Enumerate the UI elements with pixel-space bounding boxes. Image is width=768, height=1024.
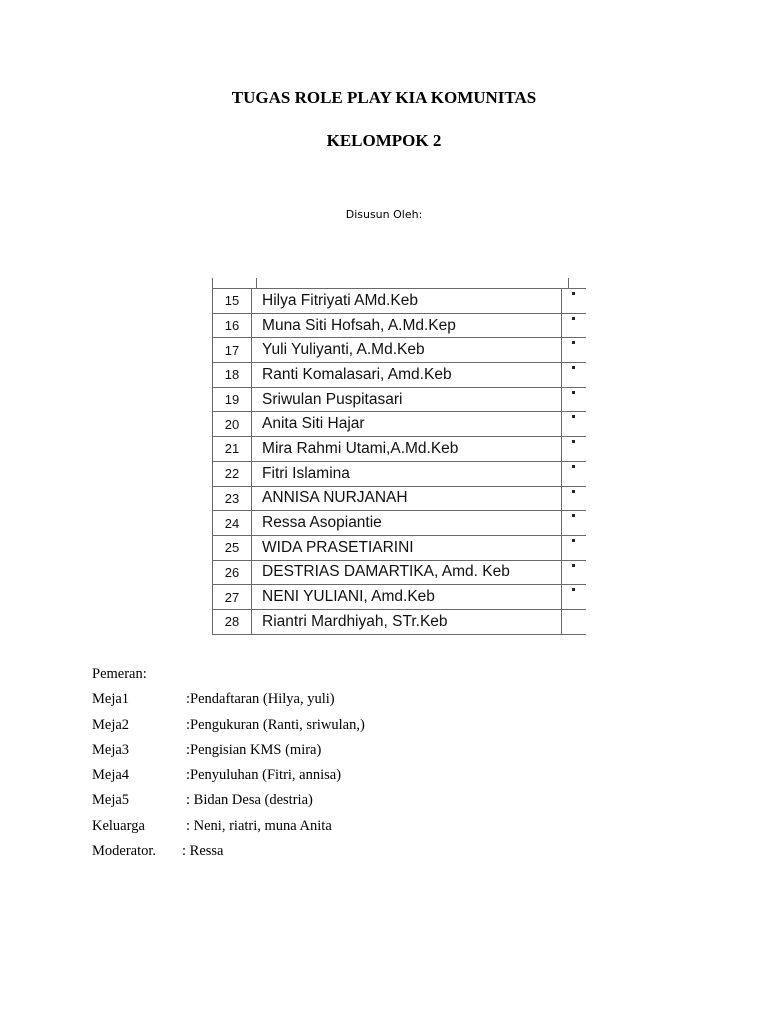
- cropped-column: [562, 338, 586, 363]
- member-number: 15: [213, 289, 252, 314]
- cropped-mark: [572, 440, 575, 443]
- member-name: NENI YULIANI, Amd.Keb: [252, 585, 562, 610]
- member-name: WIDA PRASETIARINI: [252, 535, 562, 560]
- member-table: [212, 288, 586, 635]
- member-number: 23: [213, 486, 252, 511]
- cast-role-value: :Pengukuran (Ranti, sriwulan,): [186, 716, 365, 733]
- member-name: Muna Siti Hofsah, A.Md.Kep: [252, 313, 562, 338]
- member-name: Mira Rahmi Utami,A.Md.Keb: [252, 437, 562, 462]
- cropped-column: [562, 535, 586, 560]
- cropped-mark: [572, 539, 575, 542]
- cropped-mark: [572, 514, 575, 517]
- cropped-column: [562, 461, 586, 486]
- cropped-mark: [572, 415, 575, 418]
- member-name: Fitri Islamina: [252, 461, 562, 486]
- cast-row: [92, 763, 342, 788]
- table-row: [213, 511, 587, 536]
- cropped-column: [562, 609, 586, 634]
- member-table-image: [212, 278, 586, 640]
- table-row: [213, 313, 587, 338]
- member-name: Riantri Mardhiyah, STr.Keb: [252, 609, 562, 634]
- cropped-mark: [572, 564, 575, 567]
- cast-row: [92, 839, 224, 864]
- cropped-column: [562, 313, 586, 338]
- cast-role-label: Keluarga: [92, 817, 145, 834]
- member-name: DESTRIAS DAMARTIKA, Amd. Keb: [252, 560, 562, 585]
- cropped-column: [562, 437, 586, 462]
- cropped-mark: [572, 465, 575, 468]
- member-number: 26: [213, 560, 252, 585]
- cropped-column: [562, 363, 586, 388]
- member-number: 28: [213, 609, 252, 634]
- cast-role-label: Meja1: [92, 691, 130, 708]
- member-number: 22: [213, 461, 252, 486]
- cropped-mark: [572, 366, 575, 369]
- member-number: 18: [213, 363, 252, 388]
- cast-section: [92, 662, 365, 864]
- member-number: 20: [213, 412, 252, 437]
- cast-row: [92, 788, 313, 813]
- cast-role-label: Meja4: [92, 767, 130, 784]
- cast-role-value: :Penyuluhan (Fitri, annisa): [186, 767, 342, 784]
- cast-role-value: : Ressa: [182, 843, 224, 860]
- group-title: KELOMPOK 2: [326, 131, 442, 150]
- table-row: [213, 363, 587, 388]
- table-row: [213, 338, 587, 363]
- cropped-mark: [572, 341, 575, 344]
- member-number: 21: [213, 437, 252, 462]
- member-number: 17: [213, 338, 252, 363]
- cropped-column: [562, 289, 586, 314]
- member-number: 16: [213, 313, 252, 338]
- cast-role-label: Moderator.: [92, 843, 157, 860]
- cast-role-value: :Pendaftaran (Hilya, yuli): [186, 691, 335, 708]
- cast-heading: Pemeran:: [92, 666, 147, 682]
- member-name: Ressa Asopiantie: [252, 511, 562, 536]
- member-name: Hilya Fitriyati AMd.Keb: [252, 289, 562, 314]
- cropped-mark: [572, 588, 575, 591]
- member-number: 19: [213, 387, 252, 412]
- member-name: Ranti Komalasari, Amd.Keb: [252, 363, 562, 388]
- cast-row: [92, 687, 335, 712]
- cropped-column: [562, 560, 586, 585]
- member-number: 25: [213, 535, 252, 560]
- byline: Disusun Oleh:: [345, 208, 423, 221]
- document-title: TUGAS ROLE PLAY KIA KOMUNITAS: [231, 88, 537, 107]
- cropped-column: [562, 412, 586, 437]
- cropped-column: [562, 511, 586, 536]
- member-name: Sriwulan Puspitasari: [252, 387, 562, 412]
- cropped-mark: [572, 292, 575, 295]
- member-name: Anita Siti Hajar: [252, 412, 562, 437]
- member-name: Yuli Yuliyanti, A.Md.Keb: [252, 338, 562, 363]
- member-number: 27: [213, 585, 252, 610]
- table-row: [213, 387, 587, 412]
- table-row: [213, 437, 587, 462]
- cast-role-value: : Neni, riatri, muna Anita: [186, 817, 332, 834]
- cropped-mark: [572, 391, 575, 394]
- cast-role-label: Meja3: [92, 741, 130, 758]
- table-row: [213, 486, 587, 511]
- cropped-column: [562, 486, 586, 511]
- cast-row: [92, 814, 332, 839]
- cropped-mark: [572, 490, 575, 493]
- table-row: [213, 585, 587, 610]
- table-row: [213, 609, 587, 634]
- cropped-mark: [572, 317, 575, 320]
- cast-role-value: : Bidan Desa (destria): [186, 792, 313, 809]
- cast-row: [92, 738, 322, 763]
- cast-role-label: Meja2: [92, 716, 130, 733]
- cast-role-value: :Pengisian KMS (mira): [186, 741, 322, 758]
- table-row: [213, 461, 587, 486]
- cast-role-label: Meja5: [92, 792, 130, 809]
- member-name: ANNISA NURJANAH: [252, 486, 562, 511]
- table-row: [213, 560, 587, 585]
- cropped-column: [562, 387, 586, 412]
- member-number: 24: [213, 511, 252, 536]
- cropped-column: [562, 585, 586, 610]
- table-row: [213, 412, 587, 437]
- table-row: [213, 289, 587, 314]
- table-row: [213, 535, 587, 560]
- cast-row: [92, 713, 365, 738]
